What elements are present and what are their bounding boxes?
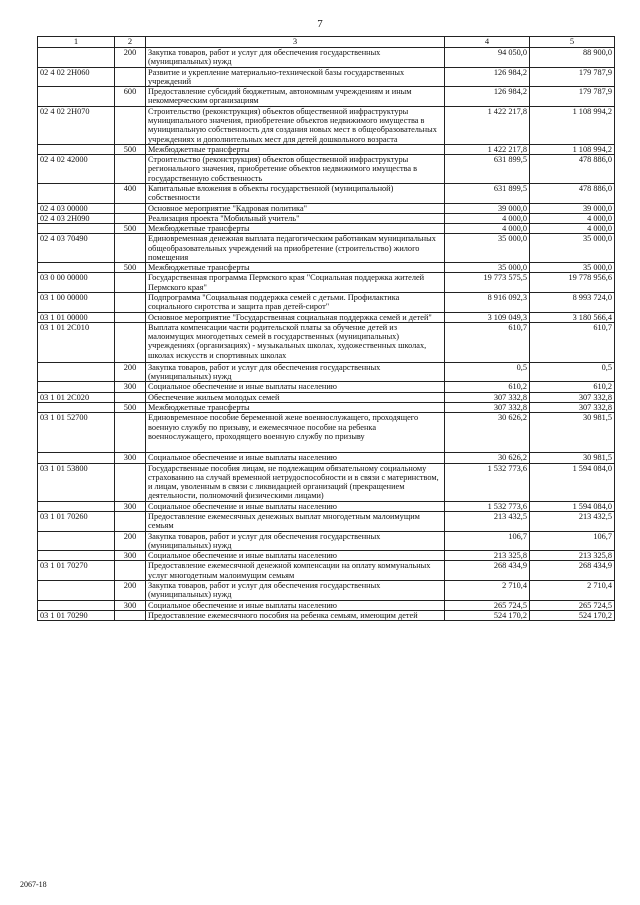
row-value-year1: 307 332,8 (445, 403, 530, 413)
row-value-year2: 179 787,9 (530, 87, 615, 107)
row-value-year2: 478 886,0 (530, 155, 615, 184)
row-value-year1: 106,7 (445, 531, 530, 551)
table-row (38, 403, 615, 413)
row-description: Единовременное пособие беременной жене военнослужащего, проходящего военную службу по призыву, и ежемесячное пособие на ребенка военнослужащего, проходящего военную службу по призыву (146, 413, 445, 453)
row-code: 03 1 00 00000 (38, 293, 115, 313)
table-row (38, 382, 615, 392)
row-value-year1: 213 432,5 (445, 511, 530, 531)
row-value-year1: 4 000,0 (445, 224, 530, 234)
row-expense-type: 200 (115, 362, 146, 382)
row-code (38, 144, 115, 154)
row-value-year2: 268 434,9 (530, 561, 615, 581)
row-value-year1: 610,7 (445, 322, 530, 362)
table-header-row (38, 37, 615, 48)
row-expense-type (115, 511, 146, 531)
row-expense-type (115, 610, 146, 620)
row-expense-type (115, 67, 146, 87)
row-expense-type: 300 (115, 453, 146, 463)
budget-table (37, 36, 615, 621)
row-value-year1: 126 984,2 (445, 67, 530, 87)
row-description: Межбюджетные трансферты (146, 224, 445, 234)
row-description: Социальное обеспечение и иные выплаты населению (146, 501, 445, 511)
table-row (38, 362, 615, 382)
row-expense-type (115, 203, 146, 213)
table-row (38, 293, 615, 313)
row-code: 03 1 01 52700 (38, 413, 115, 453)
row-description: Обеспечение жильем молодых семей (146, 392, 445, 402)
table-row (38, 511, 615, 531)
row-value-year1: 94 050,0 (445, 48, 530, 68)
table-row (38, 600, 615, 610)
table-row (38, 87, 615, 107)
row-expense-type (115, 463, 146, 501)
table-row (38, 392, 615, 402)
table-row (38, 453, 615, 463)
row-description: Закупка товаров, работ и услуг для обеспечения государственных (муниципальных) нужд (146, 531, 445, 551)
row-code: 03 1 01 70270 (38, 561, 115, 581)
row-value-year1: 8 916 092,3 (445, 293, 530, 313)
table-row (38, 531, 615, 551)
row-value-year1: 1 532 773,6 (445, 463, 530, 501)
row-code: 02 4 03 00000 (38, 203, 115, 213)
row-value-year2: 478 886,0 (530, 183, 615, 203)
row-expense-type: 500 (115, 144, 146, 154)
row-expense-type (115, 213, 146, 223)
row-value-year1: 30 626,2 (445, 453, 530, 463)
row-value-year1: 39 000,0 (445, 203, 530, 213)
row-value-year2: 3 180 566,4 (530, 312, 615, 322)
table-row (38, 413, 615, 453)
row-value-year2: 610,2 (530, 382, 615, 392)
row-value-year2: 35 000,0 (530, 234, 615, 263)
row-value-year1: 0,5 (445, 362, 530, 382)
row-code (38, 382, 115, 392)
table-row (38, 610, 615, 620)
column-header-4: 4 (445, 37, 530, 48)
table-row (38, 463, 615, 501)
row-code (38, 48, 115, 68)
row-value-year1: 3 109 049,3 (445, 312, 530, 322)
row-description: Предоставление субсидий бюджетным, автономным учреждениям и иным некоммерческим организациям (146, 87, 445, 107)
row-value-year2: 39 000,0 (530, 203, 615, 213)
row-expense-type: 500 (115, 263, 146, 273)
row-code (38, 403, 115, 413)
row-code: 02 4 03 2Н090 (38, 213, 115, 223)
row-value-year1: 631 899,5 (445, 183, 530, 203)
row-value-year2: 265 724,5 (530, 600, 615, 610)
row-value-year1: 1 532 773,6 (445, 501, 530, 511)
row-description: Развитие и укрепление материально-технической базы государственных учреждений (146, 67, 445, 87)
row-value-year2: 4 000,0 (530, 224, 615, 234)
row-expense-type (115, 273, 146, 293)
row-description: Предоставление ежемесячного пособия на ребенка семьям, имеющим детей (146, 610, 445, 620)
row-expense-type (115, 106, 146, 144)
row-value-year1: 126 984,2 (445, 87, 530, 107)
row-expense-type (115, 293, 146, 313)
row-value-year2: 307 332,8 (530, 403, 615, 413)
row-value-year2: 524 170,2 (530, 610, 615, 620)
table-row (38, 213, 615, 223)
table-row (38, 580, 615, 600)
row-description: Единовременная денежная выплата педагогическим работникам муниципальных общеобразовательных учреждений на приобретение (строительство) жилого помещения (146, 234, 445, 263)
row-value-year1: 1 422 217,8 (445, 106, 530, 144)
row-description: Межбюджетные трансферты (146, 403, 445, 413)
row-value-year1: 19 773 575,5 (445, 273, 530, 293)
row-value-year2: 307 332,8 (530, 392, 615, 402)
row-value-year2: 106,7 (530, 531, 615, 551)
row-code (38, 600, 115, 610)
row-code: 02 4 02 2Н070 (38, 106, 115, 144)
row-expense-type: 200 (115, 48, 146, 68)
row-expense-type: 300 (115, 501, 146, 511)
column-header-2: 2 (115, 37, 146, 48)
row-expense-type (115, 234, 146, 263)
row-value-year2: 610,7 (530, 322, 615, 362)
row-description: Социальное обеспечение и иные выплаты населению (146, 551, 445, 561)
table-row (38, 273, 615, 293)
row-code: 03 1 01 53800 (38, 463, 115, 501)
row-code (38, 87, 115, 107)
table-row (38, 561, 615, 581)
column-header-1: 1 (38, 37, 115, 48)
row-code: 03 1 01 2С010 (38, 322, 115, 362)
row-value-year1: 610,2 (445, 382, 530, 392)
row-expense-type: 200 (115, 580, 146, 600)
row-value-year2: 1 594 084,0 (530, 501, 615, 511)
row-value-year1: 4 000,0 (445, 213, 530, 223)
row-description: Основное мероприятие "Государственная социальная поддержка семей и детей" (146, 312, 445, 322)
row-code (38, 501, 115, 511)
row-value-year2: 35 000,0 (530, 263, 615, 273)
row-code: 02 4 02 2Н060 (38, 67, 115, 87)
table-row (38, 144, 615, 154)
table-row (38, 155, 615, 184)
row-description: Строительство (реконструкция) объектов общественной инфраструктуры регионального значения, приобретение объектов недвижимого имущества в государственную собственность (146, 155, 445, 184)
table-row (38, 312, 615, 322)
row-value-year1: 2 710,4 (445, 580, 530, 600)
row-description: Закупка товаров, работ и услуг для обеспечения государственных (муниципальных) нужд (146, 48, 445, 68)
row-description: Закупка товаров, работ и услуг для обеспечения государственных (муниципальных) нужд (146, 362, 445, 382)
row-value-year2: 8 993 724,0 (530, 293, 615, 313)
row-value-year2: 1 108 994,2 (530, 106, 615, 144)
column-header-3: 3 (146, 37, 445, 48)
row-code: 03 1 01 70290 (38, 610, 115, 620)
row-description: Социальное обеспечение и иные выплаты населению (146, 453, 445, 463)
table-body (38, 48, 615, 621)
row-value-year1: 213 325,8 (445, 551, 530, 561)
row-description: Закупка товаров, работ и услуг для обеспечения государственных (муниципальных) нужд (146, 580, 445, 600)
row-code (38, 551, 115, 561)
row-code: 03 1 01 70260 (38, 511, 115, 531)
row-value-year2: 19 778 956,6 (530, 273, 615, 293)
row-code (38, 531, 115, 551)
row-value-year1: 631 899,5 (445, 155, 530, 184)
row-value-year1: 35 000,0 (445, 263, 530, 273)
row-description: Социальное обеспечение и иные выплаты населению (146, 600, 445, 610)
row-code (38, 362, 115, 382)
row-value-year2: 0,5 (530, 362, 615, 382)
row-expense-type: 200 (115, 531, 146, 551)
row-value-year2: 1 108 994,2 (530, 144, 615, 154)
row-expense-type: 400 (115, 183, 146, 203)
row-value-year2: 2 710,4 (530, 580, 615, 600)
document-code: 2067-18 (20, 880, 47, 889)
table-row (38, 551, 615, 561)
row-description: Межбюджетные трансферты (146, 144, 445, 154)
table-row (38, 48, 615, 68)
row-code: 03 0 00 00000 (38, 273, 115, 293)
row-value-year2: 30 981,5 (530, 413, 615, 453)
row-expense-type: 500 (115, 224, 146, 234)
row-description: Межбюджетные трансферты (146, 263, 445, 273)
page-number: 7 (317, 18, 323, 30)
row-expense-type (115, 392, 146, 402)
row-description: Предоставление ежемесячной денежной компенсации на оплату коммунальных услуг многодетным малоимущим семьям (146, 561, 445, 581)
row-description: Социальное обеспечение и иные выплаты населению (146, 382, 445, 392)
row-code: 03 1 01 2С020 (38, 392, 115, 402)
table-row (38, 322, 615, 362)
row-value-year2: 213 325,8 (530, 551, 615, 561)
row-expense-type: 500 (115, 403, 146, 413)
row-value-year1: 35 000,0 (445, 234, 530, 263)
row-value-year1: 307 332,8 (445, 392, 530, 402)
row-expense-type: 300 (115, 382, 146, 392)
row-description: Основное мероприятие "Кадровая политика" (146, 203, 445, 213)
row-code: 02 4 03 70490 (38, 234, 115, 263)
table-row (38, 203, 615, 213)
row-description: Предоставление ежемесячных денежных выплат многодетным малоимущим семьям (146, 511, 445, 531)
row-expense-type (115, 322, 146, 362)
table-row (38, 106, 615, 144)
row-expense-type (115, 155, 146, 184)
row-code (38, 263, 115, 273)
row-value-year2: 179 787,9 (530, 67, 615, 87)
row-code: 02 4 02 42000 (38, 155, 115, 184)
row-value-year2: 88 900,0 (530, 48, 615, 68)
row-expense-type (115, 561, 146, 581)
table-row (38, 224, 615, 234)
table-row (38, 183, 615, 203)
row-value-year1: 1 422 217,8 (445, 144, 530, 154)
row-code (38, 580, 115, 600)
table-row (38, 234, 615, 263)
row-value-year1: 524 170,2 (445, 610, 530, 620)
row-expense-type (115, 312, 146, 322)
row-expense-type: 300 (115, 600, 146, 610)
row-code (38, 183, 115, 203)
table-row (38, 501, 615, 511)
row-description: Выплата компенсации части родительской платы за обучение детей из малоимущих многодетных семей в государственных (муниципальных) учреждениях (организациях) - музыкальных школах, художественных школах, школах искусств и спортивных школах (146, 322, 445, 362)
row-value-year1: 30 626,2 (445, 413, 530, 453)
row-expense-type: 600 (115, 87, 146, 107)
row-description: Подпрограмма "Социальная поддержка семей с детьми. Профилактика социального сиротства и защита прав детей-сирот" (146, 293, 445, 313)
row-value-year1: 268 434,9 (445, 561, 530, 581)
row-expense-type: 300 (115, 551, 146, 561)
row-code (38, 453, 115, 463)
row-value-year2: 1 594 084,0 (530, 463, 615, 501)
row-code (38, 224, 115, 234)
row-expense-type (115, 413, 146, 453)
row-description: Строительство (реконструкция) объектов общественной инфраструктуры муниципального значения, приобретение объектов недвижимого имущества в муниципальную собственность для создания новых мест в общеобразовательных учреждениях и дополнительных мест для детей дошкольного возраста (146, 106, 445, 144)
row-description: Капитальные вложения в объекты государственной (муниципальной) собственности (146, 183, 445, 203)
row-description: Реализация проекта "Мобильный учитель" (146, 213, 445, 223)
row-value-year2: 213 432,5 (530, 511, 615, 531)
row-value-year1: 265 724,5 (445, 600, 530, 610)
row-description: Государственные пособия лицам, не подлежащим обязательному социальному страхованию на случай временной нетрудоспособности и в связи с материнством, и лицам, уволенным в связи с ликвидацией организаций (прекращением деятельности, полномочий физическими лицами) (146, 463, 445, 501)
row-value-year2: 4 000,0 (530, 213, 615, 223)
table-row (38, 67, 615, 87)
table-row (38, 263, 615, 273)
row-value-year2: 30 981,5 (530, 453, 615, 463)
row-code: 03 1 01 00000 (38, 312, 115, 322)
row-description: Государственная программа Пермского края "Социальная поддержка жителей Пермского края" (146, 273, 445, 293)
column-header-5: 5 (530, 37, 615, 48)
